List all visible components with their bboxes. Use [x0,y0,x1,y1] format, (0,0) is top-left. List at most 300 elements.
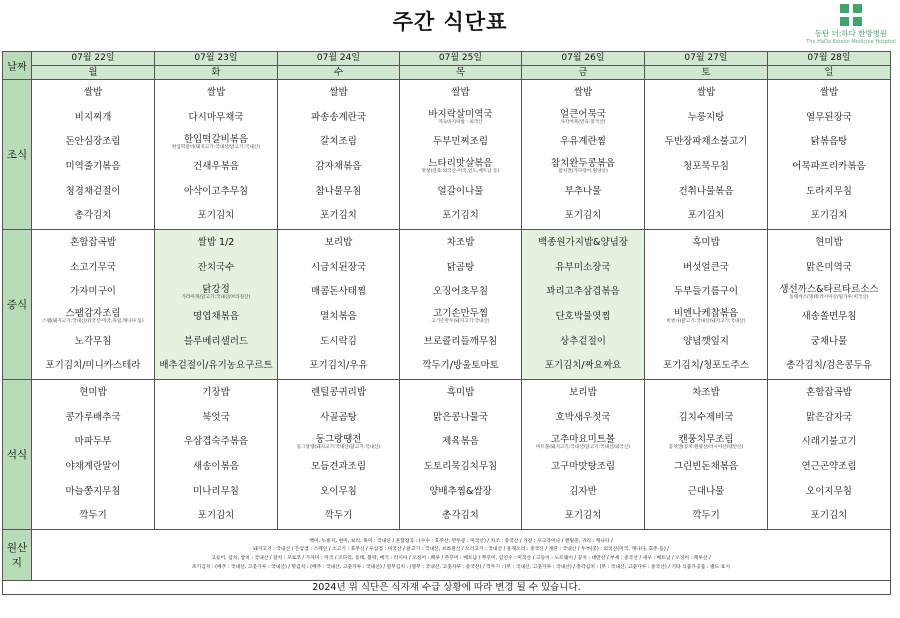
menu-item [278,80,399,105]
menu-item-name: 보리밥 [569,386,597,398]
menu-item-name: 맑은감자국 [806,411,852,423]
dinner-cell [278,380,400,530]
menu-item [400,329,521,354]
weekday-row [3,66,891,80]
menu-item-name: 두부들기름구이 [673,286,739,298]
menu-item-name: 생선까스&타르타르소스 [779,283,879,295]
menu-item-name: 포기김치 [687,210,725,222]
menu-item-name: 참치완두콩볶음 [550,158,616,170]
menu-item [522,429,644,454]
origin-label: 원산지 [3,530,32,581]
dinner-cell [645,380,768,530]
menu-item [278,304,399,329]
lunch-cell [522,230,645,380]
menu-item-name: 아삭이고추무침 [183,185,249,197]
breakfast-label: 조식 [3,80,32,230]
menu-item [400,405,521,430]
menu-item-name: 포기김치 [320,210,357,222]
menu-item-name: 감자채볶음 [315,160,362,172]
menu-item-name: 비지찌개 [74,111,112,123]
menu-item [768,429,890,454]
menu-item-name: 건새우볶음 [193,160,239,172]
menu-item [768,329,890,354]
menu-item-origin-note: 참치캔(가다랑어:원양산) [558,169,608,175]
menu-item-name: 청포묵무침 [683,160,729,172]
menu-item [522,353,644,378]
menu-item [155,353,277,378]
lunch-label: 중식 [3,230,32,380]
menu-item-name: 렌틸콩귀리밥 [310,386,367,398]
menu-item [522,255,644,280]
menu-item-name: 부추나물 [564,185,602,197]
menu-item [768,454,890,479]
menu-item-name: 미역줄기볶음 [65,160,121,172]
menu-item [400,429,521,454]
menu-item [522,329,644,354]
menu-item-name: 쌀밥 [206,86,226,98]
breakfast-cell [400,80,522,230]
menu-item-origin-note: 동그랑땡(돼지고기:국내산/닭고기:국내산) [296,444,381,450]
menu-item [400,230,521,255]
origin-info [32,530,891,581]
menu-item-name: 고구마맛탕조림 [550,460,616,472]
menu-item [768,154,890,179]
menu-item-name: 쌀밥 [819,86,839,98]
menu-item [645,80,767,105]
menu-item [155,203,277,228]
lunch-cell [155,230,278,380]
menu-item-name: 포기김치 [564,510,602,522]
menu-item-name: 시래기불고기 [801,436,857,448]
menu-item [400,154,521,179]
menu-item [400,503,521,528]
menu-item-origin-note: 비엔나(닭고기:국내산/돼지고기:국내산) [666,319,746,325]
menu-item [400,479,521,504]
origin-line: 고등어, 삼치, 쌈치 : 국내산 / 갈치 : 모로코 / 가자미 : 미국 / 조다리, 동태, 볼락, 메기 : 러시아 / 오징어 : 페루 / 주꾸미 : 베트남 / 쭈꾸미, 임연수 : 미국산 / 고등어 : 노르웨이 / 꽁치 : 대만산 / 부세 : 중국산 / 새우 : 베트남 / 오징어 : 페루산 / [211,556,711,561]
menu-item-name: 쌀밥 1/2 [197,236,235,248]
lunch-cell [278,230,400,380]
menu-item [522,80,644,105]
menu-item [768,405,890,430]
menu-item [400,80,521,105]
day-date: 07월 26일 [522,52,645,66]
origin-line: 돼지고기 : 국내산 / 돈삼겹 : 스페인 / 소고기 : 호주산 / 우삼겹 : 미국산 / 닭고기 : 국내산, 브라질산 / 오리고기 : 국내산 / 훈제오리 : 중국산 / 계란 : 국내산 / 두부(콩) : 외국산(미국, 캐나다, 호주 등) / [253,547,669,553]
menu-item-name: 잔치국수 [197,261,235,273]
menu-item [522,230,644,255]
menu-item-name: 브로콜리들깨무침 [423,335,498,347]
menu-item [645,230,767,255]
menu-item-name: 한입떡갈비볶음 [183,133,249,145]
menu-item [278,203,399,228]
menu-item [768,353,890,378]
menu-item-name: 혼합잡곡밥 [806,386,852,398]
dinner-label: 석식 [3,380,32,530]
menu-item-name: 혼합잡곡밥 [70,236,116,248]
menu-item-name: 닭곰탕 [446,261,475,273]
menu-item [278,503,399,528]
menu-item [155,230,277,255]
menu-item [400,179,521,204]
menu-item [278,380,399,405]
menu-item [155,503,277,528]
menu-item-origin-note: 미트볼(돼지고기:국내산/닭고기:국내산/외국산) [535,444,631,450]
day-weekday: 목 [400,66,522,80]
breakfast-cell [155,80,278,230]
menu-item-name: 사골곰탕 [320,411,357,423]
menu-item-name: 호박새우젓국 [555,411,611,423]
dinner-row [3,380,891,530]
menu-item-name: 포기김치/짜요짜요 [544,360,622,372]
lunch-row [3,230,891,380]
footer-row [3,581,891,595]
menu-item-name: 근대나물 [687,485,725,497]
menu-item [32,429,154,454]
menu-item-name: 그린빈돈채볶음 [673,460,739,472]
menu-item [278,279,399,304]
menu-item-name: 도라지무침 [806,185,852,197]
menu-item-name: 포기김치/미니카스테라 [45,360,141,372]
menu-item-name: 고기손만두찜 [432,308,489,320]
menu-item [645,105,767,130]
logo-name: 동탄 더:하다 한방병원 [814,29,888,38]
date-label: 날짜 [3,52,32,80]
menu-item-name: 도토리묵김치무침 [423,460,498,472]
menu-item-name: 깍두기 [324,510,353,522]
menu-item [32,154,154,179]
day-date: 07월 23일 [155,52,278,66]
menu-item-name: 두반장파채소불고기 [664,136,748,148]
origin-row [3,530,891,581]
menu-item [400,353,521,378]
menu-item-name: 기장밥 [202,386,230,398]
menu-item [155,329,277,354]
menu-item-name: 백종원가지밥&양념장 [537,236,628,248]
menu-item [155,105,277,130]
menu-item-name: 야채계란말이 [65,460,121,472]
menu-item-origin-note: 한입떡갈비(돼지고기:국내산/닭고기:국내산) [171,144,261,150]
menu-item [522,454,644,479]
menu-item-name: 돈안심장조림 [65,136,121,148]
menu-item-name: 단호박물엿찜 [555,310,611,322]
menu-item [155,129,277,154]
menu-item [522,154,644,179]
lunch-cell [645,230,768,380]
menu-item-name: 연근곤약조림 [801,460,857,472]
menu-item [522,105,644,130]
menu-item [278,479,399,504]
menu-item [278,230,399,255]
menu-item-name: 명엽채볶음 [193,310,239,322]
menu-item [155,80,277,105]
menu-item-name: 맑은미역국 [806,261,852,273]
menu-item [645,304,767,329]
date-row [3,52,891,66]
menu-item-name: 미나리무침 [193,485,239,497]
menu-item-origin-note: 동태까스(명태:러시아산/밀가루:미국산) [789,294,869,300]
menu-item-name: 파송송계란국 [310,111,367,123]
page-title: 주간 식단표 [392,10,508,34]
menu-item-name: 쌀밥 [573,86,593,98]
menu-item-name: 새송이볶음 [193,460,239,472]
menu-item-name: 북엇국 [202,411,230,423]
menu-item-name: 차조밥 [692,386,720,398]
day-date: 07월 25일 [400,52,522,66]
menu-item-name: 맑은콩나물국 [432,411,489,423]
menu-item-name: 마늘쫑지무침 [65,485,121,497]
menu-item-origin-note: 맛살(연육:외국산-미국,인도,베트남 등) [421,169,500,175]
menu-item [400,279,521,304]
menu-item [32,479,154,504]
menu-item [645,503,767,528]
menu-item [32,353,154,378]
menu-item [768,503,890,528]
menu-item-name: 얼큰어묵국 [560,109,606,121]
menu-item-name: 건취나물볶음 [678,185,734,197]
day-date: 07월 24일 [278,52,400,66]
menu-item-name: 도시락김 [320,335,357,347]
breakfast-cell [768,80,891,230]
menu-item [32,203,154,228]
menu-item [645,279,767,304]
menu-item-name: 멸치볶음 [320,310,357,322]
menu-item-name: 배추겉절이/유기농요구르트 [159,360,273,372]
menu-item [645,255,767,280]
day-date: 07월 22일 [32,52,155,66]
menu-item-origin-note: 고기손만두(돼지고기:국내산) [431,319,490,325]
menu-item [32,179,154,204]
menu-item [32,105,154,130]
menu-item [768,230,890,255]
menu-item [155,454,277,479]
menu-item [155,255,277,280]
menu-item [768,279,890,304]
menu-item-name: 김자반 [569,485,597,497]
menu-item-name: 궁채나물 [810,335,848,347]
menu-item [32,329,154,354]
menu-item [278,255,399,280]
menu-item [645,380,767,405]
dinner-cell [522,380,645,530]
menu-item-name: 보리밥 [324,236,353,248]
menu-item [645,203,767,228]
menu-item [522,304,644,329]
menu-item-name: 비엔나케찹볶음 [673,308,739,320]
menu-item [768,304,890,329]
lunch-cell [400,230,522,380]
menu-item [32,380,154,405]
menu-item [522,405,644,430]
menu-item [32,255,154,280]
menu-item [278,154,399,179]
breakfast-cell [522,80,645,230]
menu-item [278,353,399,378]
dinner-cell [155,380,278,530]
footer-notice: 2024년 위 식단은 식자재 수급 상황에 따라 변경 될 수 있습니다. [3,581,891,595]
menu-item [32,230,154,255]
menu-item-name: 양념깻잎지 [683,335,729,347]
menu-item-name: 모듬견과조림 [310,460,367,472]
menu-item-origin-note: 사각어묵(연육:중국산) [560,120,606,126]
menu-item-name: 새송쏠면무침 [801,310,857,322]
menu-item [522,380,644,405]
menu-item-name: 참나물무침 [315,185,362,197]
menu-item [278,329,399,354]
menu-item [32,304,154,329]
breakfast-row [3,80,891,230]
menu-item-name: 포기김치 [442,210,479,222]
menu-item-name: 김치수제비국 [678,411,734,423]
menu-item [278,454,399,479]
menu-item-name: 스팸감자조림 [65,308,121,320]
menu-item [768,80,890,105]
menu-item [155,380,277,405]
menu-item-name: 오이무침 [320,485,357,497]
origin-line: 포기김치 : (배추 : 국내산, 고춧가루 : 국내산) / 맛김치 : (배추 : 국내산, 고춧가루 : 국내산) / 열무김치 : (열무 : 국내산, 고춧가루 : 중국산) / 깍두기 : (무 : 국내산, 고춧가루 : 국내산) / 총각김치 : (무 : 국내산, 고춧가루 : 중국산) / 기타 식품가공품 : 별도 표시 [191,564,731,570]
menu-item [155,279,277,304]
menu-item [155,304,277,329]
lunch-cell [768,230,891,380]
menu-item-name: 우삼겹숙주볶음 [183,436,249,448]
menu-item-name: 꽈리고추삼겹볶음 [546,286,620,298]
menu-item-name: 오이지무침 [806,485,852,497]
menu-item [400,454,521,479]
menu-item [645,429,767,454]
menu-item [155,154,277,179]
menu-item-name: 우유계란찜 [560,136,606,148]
menu-item [400,129,521,154]
logo-mark-icon [840,4,862,26]
menu-item [278,105,399,130]
menu-item [32,405,154,430]
menu-item-name: 매콤돈사태찜 [310,286,367,298]
menu-item-name: 어묵파프리카볶음 [792,160,866,172]
menu-item [645,479,767,504]
menu-item-name: 블루베리샐러드 [183,335,249,347]
menu-item-name: 현미밥 [815,236,843,248]
menu-item [768,203,890,228]
menu-item [522,503,644,528]
menu-item-origin-note: 꽁치캔(꽁치:원양산/러시아산/대만산) [668,444,744,450]
menu-item [278,129,399,154]
menu-item-name: 콩가루배추국 [65,411,121,423]
lunch-cell [32,230,155,380]
menu-item-name: 포기김치 [197,510,235,522]
menu-item [522,129,644,154]
menu-item-name: 포기김치 [564,210,602,222]
menu-item [400,105,521,130]
day-weekday: 금 [522,66,645,80]
menu-item-name: 깍두기 [692,510,720,522]
menu-item-name: 오징어초무침 [432,286,489,298]
logo-subtitle: The HaDa Korean Medicine Hospital [806,39,896,45]
menu-item-name: 쌀밥 [451,86,470,98]
menu-item [768,105,890,130]
menu-item [768,179,890,204]
menu-item [522,203,644,228]
menu-item-name: 느타리맛살볶음 [428,158,493,170]
menu-item [645,405,767,430]
menu-item [768,129,890,154]
menu-item-name: 양배추찜&쌈장 [429,485,492,497]
dinner-cell [32,380,155,530]
menu-item-name: 청경채겉절이 [65,185,121,197]
menu-item [400,380,521,405]
menu-item-name: 포기김치 [810,210,848,222]
menu-item-name: 얼갈이나물 [437,185,484,197]
menu-item [522,179,644,204]
origin-line: 백미, 누룽지, 현미, 보리, 흑미 : 국내산 / 혼합잡곡 : (수수 : 호주산, 완두콩 : 미국산) / 차조 : 중국산 / 기장 : 우크라이나 / 렌틸콩, 귀리 : 캐나다 / [309,538,613,544]
breakfast-cell [32,80,155,230]
menu-item-name: 흑미밥 [446,386,475,398]
menu-item-name: 포기김치/청포도주스 [663,360,749,372]
day-date: 07월 28일 [768,52,891,66]
menu-item [278,429,399,454]
menu-item [645,179,767,204]
menu-item-name: 가자미구이 [70,286,116,298]
menu-item-name: 차조밥 [446,236,475,248]
menu-item-name: 열무된장국 [806,111,852,123]
breakfast-cell [645,80,768,230]
menu-item [768,380,890,405]
menu-item [155,179,277,204]
menu-item-name: 누룽지탕 [687,111,725,123]
menu-table [2,51,891,595]
menu-item-name: 포기김치 [810,510,848,522]
menu-item [768,255,890,280]
menu-item-origin-note: 자숙바지락살 : 외국산 [438,120,483,126]
menu-item [645,353,767,378]
menu-item-name: 쌀밥 [696,86,716,98]
menu-item-name: 바지락살미역국 [428,109,493,121]
menu-item-name: 소고기무국 [70,261,116,273]
menu-item [400,255,521,280]
menu-item-name: 총각김치 [442,510,479,522]
menu-item-name: 쌀밥 [329,86,348,98]
menu-item-name: 마파두부 [74,436,112,448]
menu-item [400,203,521,228]
menu-item-name: 버섯얼큰국 [683,261,729,273]
menu-item-name: 닭볶음탕 [810,136,848,148]
menu-item [400,304,521,329]
menu-item [522,279,644,304]
day-weekday: 월 [32,66,155,80]
menu-item [32,129,154,154]
menu-item-name: 고추마요미트볼 [550,433,616,445]
menu-item [278,405,399,430]
menu-item-name: 쌀밥 [83,86,103,98]
menu-item [32,279,154,304]
day-weekday: 토 [645,66,768,80]
day-weekday: 수 [278,66,400,80]
hospital-logo [806,4,896,45]
menu-item-name: 상추겉절이 [560,335,606,347]
menu-item-name: 깍두기/방울토마토 [422,360,499,372]
dinner-cell [768,380,891,530]
menu-item [278,179,399,204]
menu-item-name: 동그랑땡전 [315,433,362,445]
day-weekday: 화 [155,66,278,80]
menu-item-name: 총각김치/검은콩두유 [786,360,872,372]
menu-item-name: 포기김치/우유 [309,360,368,372]
menu-item-origin-note: 가라아게(닭고기:국내산/브라질산) [181,294,251,300]
menu-item-name: 닭강정 [202,283,230,295]
menu-item-name: 두부민찌조림 [432,136,489,148]
menu-item-name: 흑미밥 [692,236,720,248]
menu-item-name: 깍두기 [79,510,107,522]
dinner-cell [400,380,522,530]
menu-item [645,329,767,354]
menu-item [155,405,277,430]
